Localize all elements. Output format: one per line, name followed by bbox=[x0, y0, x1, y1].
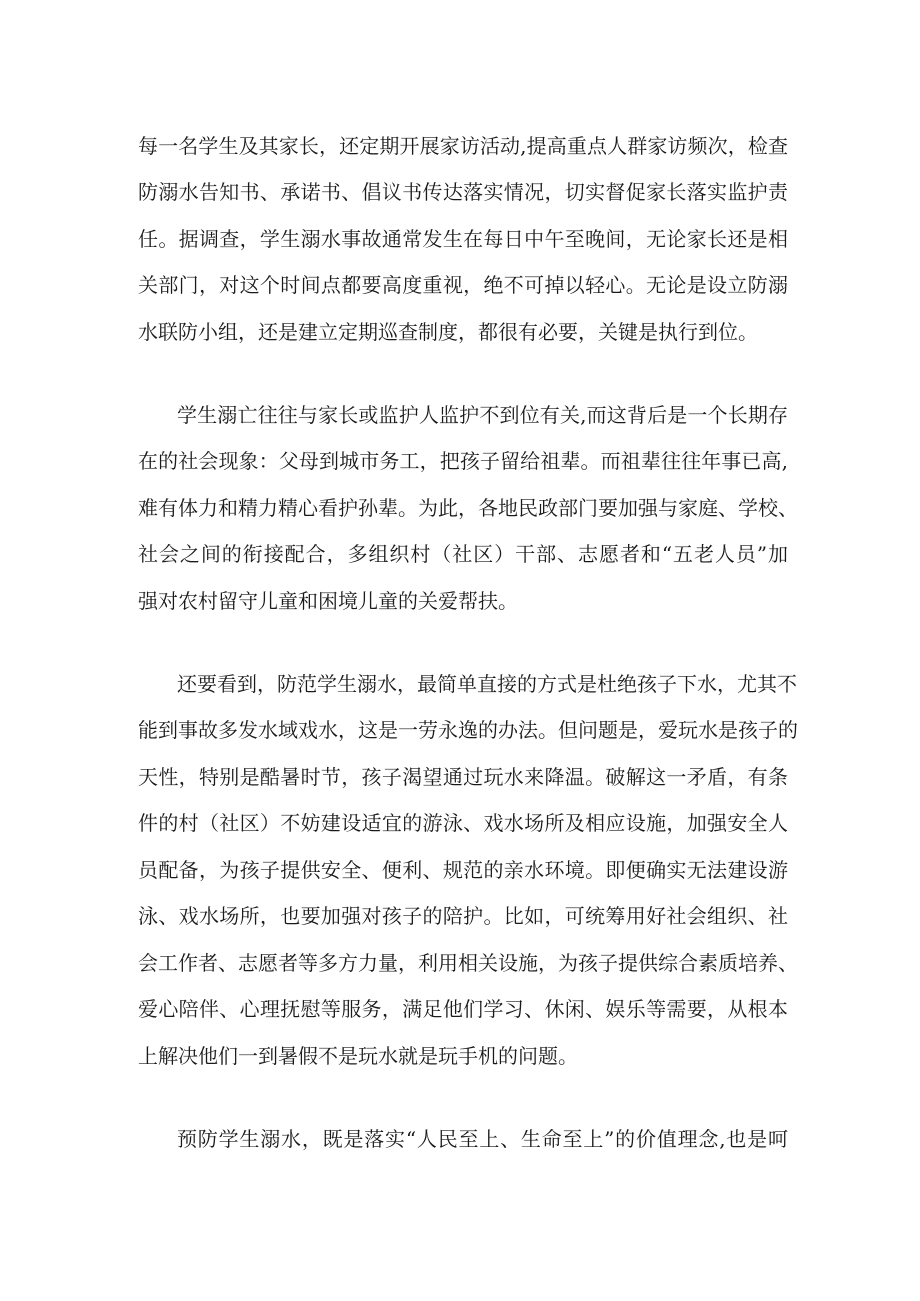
text-line: 社会之间的衔接配合，多组织村（社区）干部、志愿者和“五老人员”加 bbox=[138, 542, 788, 566]
text-line: 员配备，为孩子提供安全、便利、规范的亲水环境。即便确实无法建设游 bbox=[138, 858, 788, 882]
text-line: 在的社会现象：父母到城市务工，把孩子留给祖辈。而祖辈往往年事已高, bbox=[138, 449, 788, 473]
text-line: 水联防小组，还是建立定期巡查制度，都很有必要，关键是执行到位。 bbox=[138, 320, 758, 344]
text-line: 上解决他们一到暑假不是玩水就是玩手机的问题。 bbox=[138, 1044, 578, 1068]
text-line: 关部门，对这个时间点都要高度重视，绝不可掉以轻心。无论是设立防溺 bbox=[138, 273, 788, 297]
text-line: 件的村（社区）不妨建设适宜的游泳、戏水场所及相应设施，加强安全人 bbox=[138, 811, 788, 835]
text-line: 防溺水告知书、承诺书、倡议书传达落实情况，切实督促家长落实监护责 bbox=[138, 180, 788, 204]
text-line: 泳、戏水场所，也要加强对孩子的陪护。比如，可统筹用好社会组织、社 bbox=[138, 904, 788, 928]
text-line: 能到事故多发水域戏水，这是一劳永逸的办法。但问题是，爱玩水是孩子的 bbox=[138, 718, 798, 742]
text-line: 强对农村留守儿童和困境儿童的关爱帮扶。 bbox=[138, 589, 518, 613]
text-line: 爱心陪伴、心理抚慰等服务，满足他们学习、休闲、娱乐等需要，从根本 bbox=[138, 997, 788, 1021]
text-line: 任。据调查，学生溺水事故通常发生在每日中午至晚间，无论家长还是相 bbox=[138, 227, 788, 251]
text-line: 学生溺亡往往与家长或监护人监护不到位有关,而这背后是一个长期存 bbox=[177, 403, 788, 427]
text-line: 会工作者、志愿者等多方力量，利用相关设施，为孩子提供综合素质培养、 bbox=[138, 951, 798, 975]
text-line: 每一名学生及其家长，还定期开展家访活动,提高重点人群家访频次，检查 bbox=[138, 134, 788, 158]
text-line: 难有体力和精力精心看护孙辈。为此，各地民政部门要加强与家庭、学校、 bbox=[138, 496, 798, 520]
text-line: 还要看到，防范学生溺水，最简单直接的方式是杜绝孩子下水，尤其不 bbox=[177, 672, 797, 696]
text-line: 预防学生溺水，既是落实“人民至上、生命至上”的价值理念,也是呵 bbox=[177, 1127, 788, 1151]
text-line: 天性，特别是酷暑时节，孩子渴望通过玩水来降温。破解这一矛盾，有条 bbox=[138, 765, 788, 789]
